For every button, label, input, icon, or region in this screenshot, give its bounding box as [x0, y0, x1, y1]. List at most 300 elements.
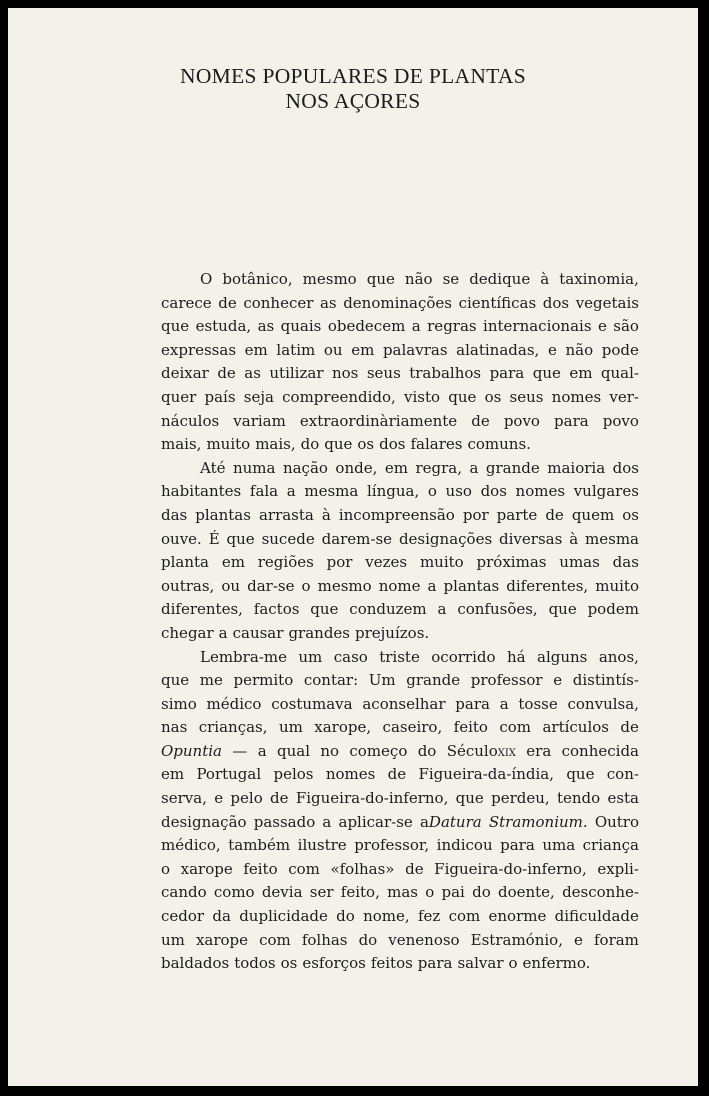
word: Portugal	[196, 765, 262, 784]
word: internacionais	[483, 317, 592, 336]
word: grande	[406, 671, 461, 690]
text-line	[161, 598, 639, 622]
word: que	[532, 364, 561, 383]
word: conhecer	[243, 293, 314, 312]
word: nomes	[515, 482, 566, 501]
word: o	[301, 576, 311, 595]
text-line	[161, 929, 639, 953]
word: pelos	[273, 765, 314, 784]
word: nomes	[325, 765, 376, 784]
word: pai	[441, 883, 465, 902]
word: arrasta	[258, 505, 314, 524]
word: trabalhos	[409, 364, 482, 383]
word: triste	[379, 647, 420, 666]
word: visto	[404, 387, 441, 406]
word: umas	[559, 553, 600, 572]
word: um	[161, 930, 185, 949]
word: em	[569, 364, 593, 383]
word: em	[384, 458, 408, 477]
word: anos,	[598, 647, 639, 666]
word: de	[270, 789, 289, 808]
word: mesma	[585, 529, 639, 548]
word: serva,	[161, 789, 207, 808]
word: me	[199, 671, 223, 690]
word: a	[286, 482, 296, 501]
text-line	[161, 457, 639, 481]
word: a	[437, 600, 447, 619]
text-line	[161, 858, 639, 882]
word: «folhas»	[330, 859, 395, 878]
word: que	[310, 600, 339, 619]
word: feito	[243, 859, 278, 878]
word: incompreensão	[338, 505, 455, 524]
word: mesmo	[302, 270, 357, 288]
word: perdeu,	[491, 789, 550, 808]
text-line	[161, 811, 639, 835]
word: xarope	[180, 859, 233, 878]
word: dos	[612, 458, 639, 477]
word: mesmo	[317, 576, 372, 595]
word: o	[161, 859, 171, 878]
word: para	[455, 694, 490, 713]
text-line	[161, 834, 639, 858]
word: passado	[253, 812, 316, 831]
word: expli-	[597, 859, 639, 878]
word: científicas	[458, 293, 537, 312]
word: quer	[161, 387, 197, 406]
word: náculos	[161, 411, 220, 430]
word: próximas	[476, 553, 547, 572]
word: onde,	[335, 458, 378, 477]
word: nomes	[551, 387, 602, 406]
word: diferentes,	[506, 576, 589, 595]
word: país	[204, 387, 236, 406]
word: de	[217, 364, 236, 383]
text-line	[161, 433, 639, 457]
word: professor	[470, 671, 543, 690]
word: nome,	[363, 907, 410, 926]
word: povo	[602, 411, 639, 430]
word: que	[161, 671, 190, 690]
word: do	[417, 741, 437, 760]
word: —	[232, 741, 248, 760]
word: desconhe-	[562, 883, 639, 902]
word: aplicar-se	[338, 812, 413, 831]
word: tosse	[518, 694, 558, 713]
word: os	[484, 387, 502, 406]
word: mais,	[161, 435, 202, 454]
word: cedor	[161, 907, 205, 926]
word: vegetais	[575, 293, 639, 312]
word: salvar	[457, 954, 504, 973]
word: os	[280, 954, 298, 973]
word: ou	[221, 576, 241, 595]
word: todos	[234, 954, 276, 973]
word: e	[553, 671, 563, 690]
word: palavras	[382, 340, 448, 359]
word: no	[320, 741, 340, 760]
word: de	[405, 859, 424, 878]
word: são	[613, 317, 639, 336]
word: em	[244, 340, 268, 359]
word: duplicidade	[239, 907, 328, 926]
word: xarope	[195, 930, 249, 949]
word: dos	[480, 482, 507, 501]
word: os	[357, 435, 375, 454]
word: diferentes,	[161, 600, 243, 619]
text-line	[161, 575, 639, 599]
word: do	[472, 883, 491, 902]
word: mais,	[255, 435, 296, 454]
word: um	[298, 647, 323, 666]
word: ilustre	[297, 836, 347, 855]
word: plantas	[443, 576, 500, 595]
word: as	[257, 317, 275, 336]
word: pelo	[230, 789, 263, 808]
word: do	[300, 435, 320, 454]
word: obedecem	[327, 317, 406, 336]
document-page	[8, 8, 698, 1086]
word: costumava	[271, 694, 353, 713]
word: designações	[398, 529, 493, 548]
word: numa	[232, 458, 276, 477]
text-line	[161, 952, 639, 976]
word: de	[218, 293, 237, 312]
word: Até	[200, 458, 226, 477]
word: Outro	[594, 812, 639, 831]
word: enorme	[488, 907, 547, 926]
word: permito	[233, 671, 294, 690]
word: Stramonium.	[488, 812, 588, 831]
word: para	[489, 364, 525, 383]
word: qual	[276, 741, 310, 760]
word: dedique	[469, 270, 531, 288]
word: devia	[261, 883, 303, 902]
word: designação	[161, 812, 247, 831]
word: conhecida	[561, 741, 639, 760]
word: quais	[280, 317, 322, 336]
word: a	[499, 694, 509, 713]
word: vezes	[365, 553, 408, 572]
word: indicou	[436, 836, 493, 855]
word: muito	[206, 435, 251, 454]
word: também	[228, 836, 291, 855]
word: falares	[410, 435, 463, 454]
word: parte	[496, 505, 538, 524]
word: a	[469, 458, 479, 477]
word: nação	[282, 458, 328, 477]
text-line	[161, 646, 639, 670]
word: um	[278, 718, 303, 737]
word: à	[569, 529, 579, 548]
word: médico	[206, 694, 262, 713]
word: outras,	[161, 576, 215, 595]
word: professor,	[354, 836, 430, 855]
word: que	[161, 317, 190, 336]
word: alguns	[537, 647, 588, 666]
word: médico,	[161, 836, 221, 855]
word: extraordinàriamente	[299, 411, 458, 430]
word: botânico,	[222, 270, 293, 288]
text-line	[161, 315, 639, 339]
word: a	[218, 623, 228, 642]
word: muito	[595, 576, 639, 595]
word: con-	[606, 765, 639, 784]
word: contar:	[303, 671, 359, 690]
word: Figueira-da-índia,	[418, 765, 554, 784]
word: chegar	[161, 623, 214, 642]
word: ou	[323, 340, 343, 359]
word: estuda,	[195, 317, 252, 336]
word: factos	[253, 600, 300, 619]
word: aconselhar	[362, 694, 446, 713]
page-title	[8, 64, 698, 114]
text-line	[161, 716, 639, 740]
text-line	[161, 362, 639, 386]
word: dos	[542, 293, 570, 312]
word: expressas	[161, 340, 237, 359]
word: de	[620, 718, 639, 737]
word: deixar	[161, 364, 209, 383]
word: diversas	[499, 529, 563, 548]
word: e	[574, 930, 583, 949]
word: carece	[161, 293, 212, 312]
word: grandes	[288, 623, 350, 642]
word: por	[462, 505, 489, 524]
text-line	[161, 905, 639, 929]
word: causar	[232, 623, 284, 642]
word: dos	[379, 435, 406, 454]
text-line	[161, 622, 639, 646]
word: que	[226, 529, 255, 548]
word: das	[612, 553, 639, 572]
word: a	[257, 741, 267, 760]
word: comuns.	[467, 435, 531, 454]
word: do	[336, 907, 355, 926]
word: pode	[601, 340, 639, 359]
paragraph	[161, 268, 639, 457]
word: e	[597, 317, 607, 336]
word: Estramónio,	[470, 930, 563, 949]
word: era	[526, 741, 552, 760]
word: artículos	[542, 718, 609, 737]
text-line	[161, 528, 639, 552]
word: não	[404, 270, 433, 288]
word: seja	[243, 387, 274, 406]
word: de	[387, 765, 407, 784]
word: taxinomia,	[559, 270, 639, 288]
word: começo	[349, 741, 408, 760]
word: latim	[276, 340, 316, 359]
word: e	[547, 340, 557, 359]
text-line	[161, 480, 639, 504]
word: dar-se	[247, 576, 295, 595]
word: habitantes	[161, 482, 242, 501]
word: das	[161, 505, 188, 524]
word: se	[442, 270, 460, 288]
word: Figueira-do-inferno,	[295, 789, 449, 808]
word: esforços	[302, 954, 366, 973]
text-line	[161, 268, 639, 292]
text-line	[161, 669, 639, 693]
word: grande	[485, 458, 540, 477]
word: cando	[161, 883, 207, 902]
word: mas	[387, 883, 418, 902]
word: com	[448, 907, 481, 926]
word: venenoso	[388, 930, 460, 949]
word: plantas	[195, 505, 251, 524]
word: de	[471, 411, 490, 430]
word: a	[322, 812, 332, 831]
word: caseiro,	[382, 718, 443, 737]
word: baldados	[161, 954, 230, 973]
word: a	[411, 317, 421, 336]
word: convulsa,	[567, 694, 639, 713]
word: fala	[249, 482, 279, 501]
paragraph	[161, 457, 639, 646]
word: doente,	[497, 883, 555, 902]
paragraph	[161, 646, 639, 976]
text-line	[161, 740, 639, 764]
word: alatinadas,	[456, 340, 540, 359]
word: a	[427, 576, 437, 595]
word: fez	[417, 907, 441, 926]
word: qual-	[600, 364, 639, 383]
word: É	[208, 529, 220, 548]
text-line	[161, 339, 639, 363]
word: compreendido,	[282, 387, 396, 406]
word: conduzem	[349, 600, 427, 619]
word: distintís-	[572, 671, 639, 690]
word: uma	[542, 836, 576, 855]
word: com	[499, 718, 532, 737]
word: ouve.	[161, 529, 202, 548]
word: xarope,	[314, 718, 372, 737]
text-line	[161, 881, 639, 905]
word: por	[326, 553, 353, 572]
word: não	[565, 340, 594, 359]
word: as	[244, 364, 261, 383]
word: simo	[161, 694, 197, 713]
text-line	[161, 504, 639, 528]
word: em	[351, 340, 375, 359]
word: darem-se	[321, 529, 393, 548]
word: regra,	[415, 458, 462, 477]
title-line-1: NOMES POPULARES DE PLANTAS	[180, 64, 526, 88]
word: do	[358, 930, 378, 949]
word: O	[200, 270, 213, 288]
word: quem	[571, 505, 615, 524]
word: e	[214, 789, 224, 808]
text-line	[161, 763, 639, 787]
title-line-2: NOS AÇORES	[285, 89, 421, 113]
word: esta	[607, 789, 639, 808]
word: caso	[333, 647, 368, 666]
word: com	[259, 930, 291, 949]
word: o	[427, 482, 437, 501]
word: prejuízos.	[355, 623, 430, 642]
word: à	[321, 505, 331, 524]
word: utilizar	[269, 364, 324, 383]
word: podem	[587, 600, 639, 619]
word: o	[508, 954, 518, 973]
word: enfermo.	[522, 954, 591, 973]
word: para	[554, 411, 589, 430]
word: povo	[503, 411, 540, 430]
word: que	[548, 600, 577, 619]
word: denominações	[343, 293, 452, 312]
word: feito	[453, 718, 488, 737]
word: regras	[427, 317, 477, 336]
body-text	[161, 268, 639, 976]
word: feitos	[370, 954, 413, 973]
word: Figueira-do-inferno,	[434, 859, 587, 878]
word: em	[161, 765, 185, 784]
word: foram	[593, 930, 639, 949]
word: da	[212, 907, 231, 926]
word: sucede	[261, 529, 315, 548]
word: crianças,	[198, 718, 268, 737]
word: Lembra-me	[200, 647, 287, 666]
word: tendo	[556, 789, 601, 808]
word: para	[500, 836, 535, 855]
text-line	[161, 787, 639, 811]
word: os	[622, 505, 639, 524]
word: uso	[445, 482, 472, 501]
word: nas	[161, 718, 188, 737]
word: mesma	[304, 482, 359, 501]
text-line	[161, 292, 639, 316]
word: confusões,	[457, 600, 538, 619]
word: ver-	[609, 387, 639, 406]
word: que	[324, 435, 353, 454]
word: muito	[419, 553, 464, 572]
word: feito,	[340, 883, 380, 902]
word: Um	[368, 671, 396, 690]
word: seus	[366, 364, 401, 383]
word: nos	[331, 364, 359, 383]
text-line	[161, 386, 639, 410]
word: vulgares	[573, 482, 639, 501]
word: à	[540, 270, 550, 288]
word: maioria	[547, 458, 606, 477]
text-line	[161, 410, 639, 434]
word: que	[566, 765, 595, 784]
word: Opuntia	[161, 741, 222, 760]
word: com	[288, 859, 320, 878]
word: variam	[233, 411, 286, 430]
word: que	[448, 387, 477, 406]
word: língua,	[366, 482, 420, 501]
word: aDatura	[419, 812, 482, 831]
word: planta	[161, 553, 209, 572]
word: dificuldade	[554, 907, 639, 926]
word: nome	[378, 576, 421, 595]
text-line	[161, 693, 639, 717]
text-line	[161, 551, 639, 575]
word: Séculoxix	[446, 741, 516, 760]
word: há	[506, 647, 526, 666]
word: que	[455, 789, 484, 808]
word: as	[319, 293, 337, 312]
word: para	[417, 954, 453, 973]
word: em	[221, 553, 245, 572]
word: regiões	[257, 553, 314, 572]
word: ocorrido	[431, 647, 496, 666]
word: que	[366, 270, 395, 288]
word: seus	[509, 387, 544, 406]
word: ser	[309, 883, 334, 902]
